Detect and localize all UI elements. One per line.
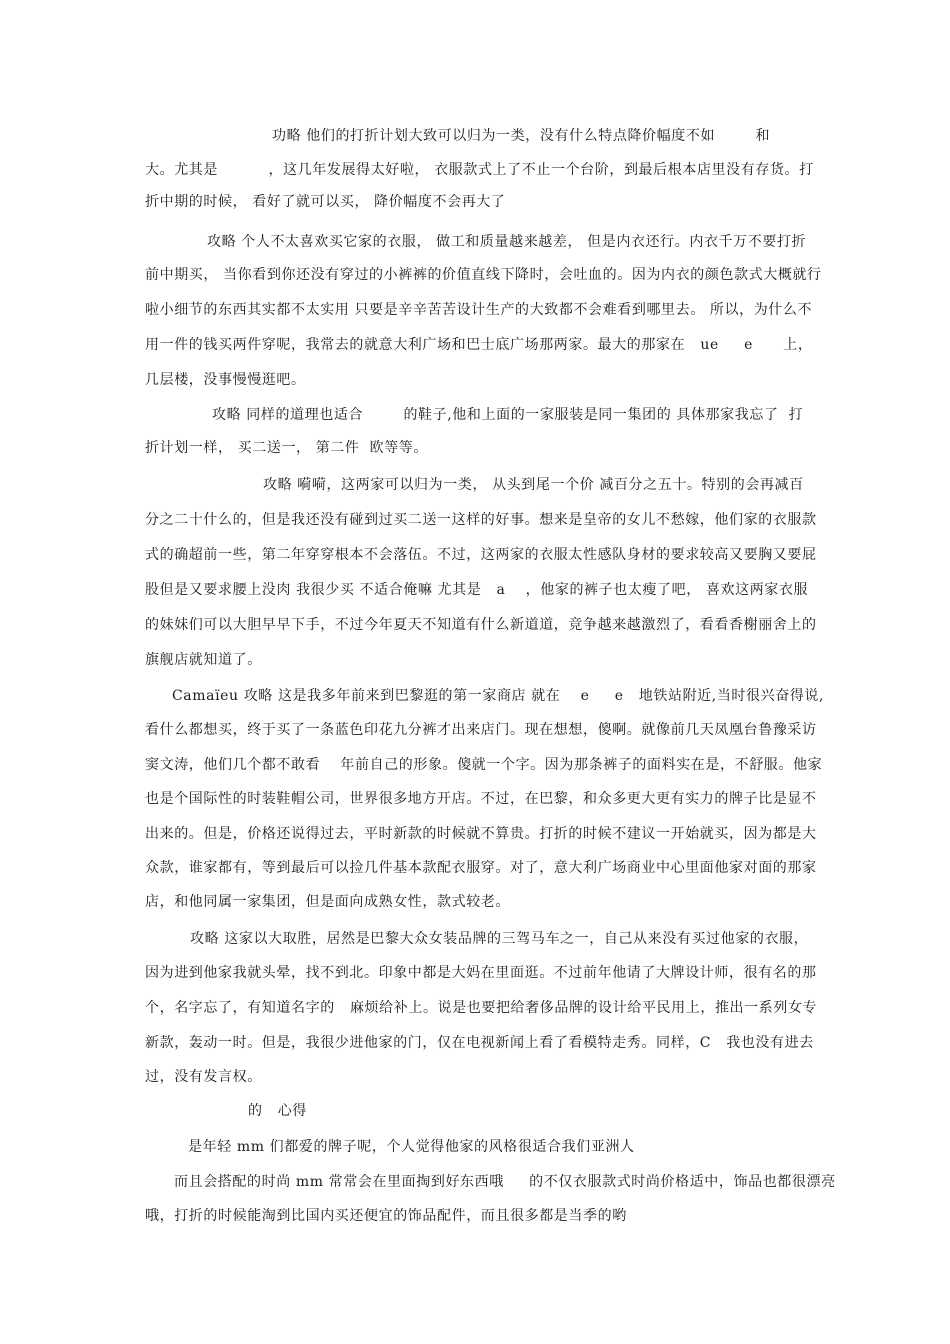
p1-line-3: 折中期的时候， 看好了就可以买， 降价幅度不会再大了 (145, 194, 506, 210)
p4-line-3: 式的确超前一些，第二年穿穿根本不会落伍。不过，这两家的衣服太性感队身材的要求较高又要胸又要屁 (145, 547, 817, 563)
p2-line-5: 几层楼，没事慢慢逛吧。 (145, 372, 306, 388)
p2-line-3: 啦小细节的东西其实都不太实用 只要是辛辛苦苦设计生产的大致都不会难看到哪里去。 所以，为什么不 (145, 302, 813, 318)
p1-line-1: 功略 他们的打折计划大致可以归为一类，没有什么特点降价幅度不如 和 (272, 128, 771, 144)
p6-line-1: 攻略 这家以大取胜，居然是巴黎大众女装品牌的三驾马车之一，自己从来没有买过他家的衣服， (190, 931, 809, 947)
p4-line-6: 旗舰店就知道了。 (145, 652, 262, 668)
section-heading: 的 心得 (248, 1103, 307, 1119)
p5-line-2: 看什么都想买，终于买了一条蓝色印花九分裤才出来店门。现在想想，傻啊。就像前几天凤凰台鲁豫采访 (145, 722, 817, 738)
p8-line-1: 是年轻 mm 们都爱的牌子呢，个人觉得他家的风格很适合我们亚洲人 (188, 1139, 635, 1155)
p6-line-2: 因为进到他家我就头晕，找不到北。印象中都是大妈在里面逛。不过前年他请了大牌设计师，很有名的那 (145, 965, 817, 981)
p6-line-5: 过，没有发言权。 (145, 1069, 262, 1085)
p5-line-3: 窦文涛，他们几个都不敢看 年前自己的形象。傻就一个字。因为那条裤子的面料实在是，不舒服。他家 (145, 757, 823, 773)
p5-line-6: 众款，谁家都有，等到最后可以捡几件基本款配衣服穿。对了，意大利广场商业中心里面他家对面的那家 (145, 860, 817, 876)
p5-line-7: 店，和他同属一家集团，但是面向成熟女性，款式较老。 (145, 894, 510, 910)
p4-line-2: 分之二十什么的，但是我还没有碰到过买二送一这样的好事。想来是皇帝的女儿不愁嫁，他们家的衣服款 (145, 512, 817, 528)
p3-line-2: 折计划一样， 买二送一， 第二件 欧等等。 (145, 440, 428, 456)
p5-line-4: 也是个国际性的时装鞋帽公司，世界很多地方开店。不过，在巴黎，和众多更大更有实力的牌子比是显不 (145, 791, 817, 807)
p6-line-3: 个，名字忘了，有知道名字的 麻烦给补上。说是也要把给奢侈品牌的设计给平民用上，推出一系列女专 (145, 1000, 818, 1016)
p6-line-4: 新款，轰动一时。但是，我很少进他家的门，仅在电视新闻上看了看模特走秀。同样，C 我也没有进去 (145, 1035, 814, 1051)
p4-line-1: 攻略 嗬嗬，这两家可以归为一类， 从头到尾一个价 减百分之五十。特别的会再减百 (263, 477, 804, 493)
p2-line-2: 前中期买， 当你看到你还没有穿过的小裤裤的价值直线下降时，会吐血的。因为内衣的颜色款式大概就行 (145, 267, 822, 283)
p3-line-1: 攻略 同样的道理也适合 的鞋子,他和上面的一家服装是同一集团的 具体那家我忘了 打 (212, 407, 804, 423)
p4-line-5: 的妹妹们可以大胆早早下手，不过今年夏天不知道有什么新道道，竞争越来越激烈了，看看香榭丽舍上的 (145, 617, 817, 633)
p2-line-4: 用一件的钱买两件穿呢，我常去的就意大利广场和巴士底广场那两家。最大的那家在 ue e 上， (145, 337, 813, 353)
p2-line-1: 攻略 个人不太喜欢买它家的衣服， 做工和质量越来越差， 但是内衣还行。内衣千万不要打折 (207, 234, 807, 250)
p5-line-5: 出来的。但是，价格还说得过去，平时新款的时候就不算贵。打折的时候不建议一开始就买，因为都是大 (145, 826, 817, 842)
p1-line-2: 大。尤其是 ，这几年发展得太好啦， 衣服款式上了不止一个台阶，到最后根本店里没有存货。打 (145, 162, 814, 178)
p9-line-2: 哦，打折的时候能淘到比国内买还便宜的饰品配件，而且很多都是当季的哟 (145, 1208, 627, 1224)
p5-line-1: Camaïeu 攻略 这是我多年前来到巴黎逛的第一家商店 就在 e e 地铁站附近,当时很兴奋得说, (172, 688, 825, 704)
p9-line-1: 而且会搭配的时尚 mm 常常会在里面掏到好东西哦 的不仅衣服款式时尚价格适中，饰品也都很漂亮 (174, 1174, 836, 1190)
p4-line-4: 股但是又要求腰上没肉 我很少买 不适合俺嘛 尤其是 a ，他家的裤子也太瘦了吧， 喜欢这两家衣服 (145, 582, 809, 598)
